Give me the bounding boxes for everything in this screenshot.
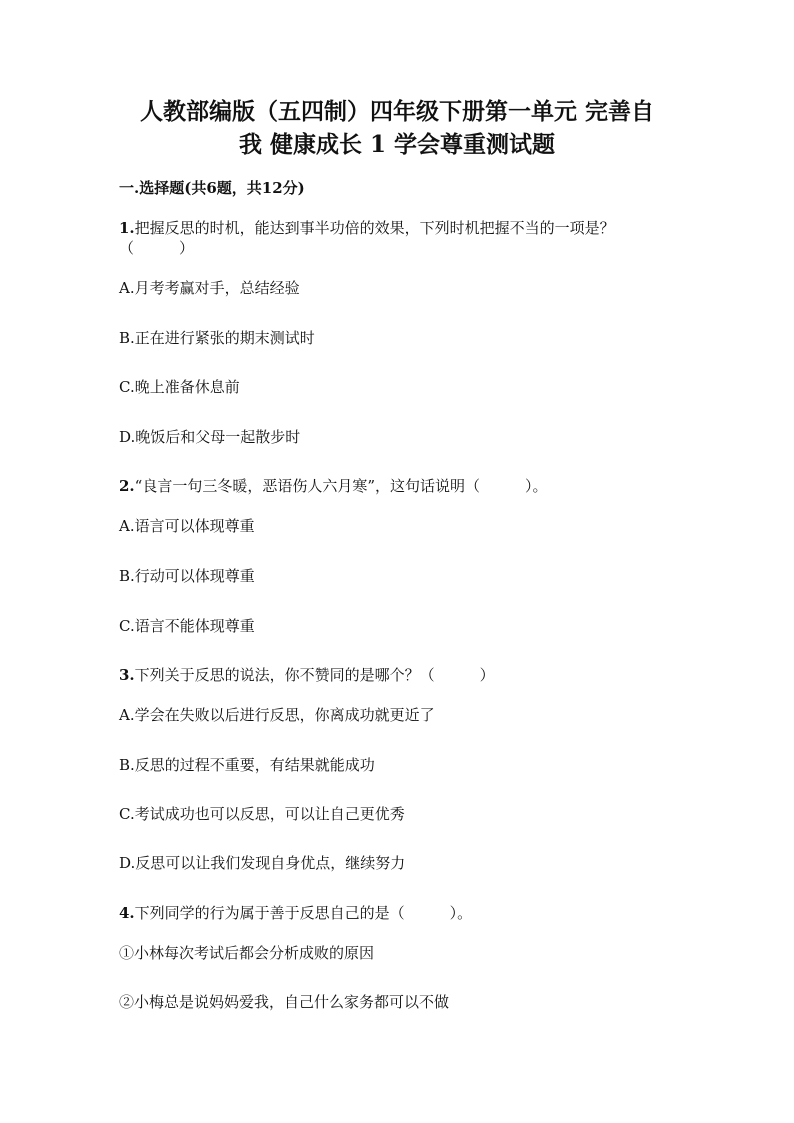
question-1-text: 把握反思的时机，能达到事半功倍的效果，下列时机把握不当的一项是？ bbox=[134, 219, 615, 237]
question-4-item-1: ①小林每次考试后都会分析成败的原因 bbox=[119, 944, 375, 962]
question-2-option-a: A.语言可以体现尊重 bbox=[119, 517, 255, 535]
question-1-stem bbox=[119, 218, 615, 238]
page-title-line-1: 人教部编版（五四制）四年级下册第一单元 完善自 bbox=[139, 98, 654, 125]
question-3-option-c: C.考试成功也可以反思，可以让自己更优秀 bbox=[119, 805, 405, 823]
question-2-option-c: C.语言不能体现尊重 bbox=[119, 617, 255, 635]
question-3-text: 下列关于反思的说法，你不赞同的是哪个？（ ） bbox=[134, 666, 495, 684]
question-3-option-d: D.反思可以让我们发现自身优点，继续努力 bbox=[119, 854, 406, 872]
question-2-stem bbox=[119, 476, 548, 496]
question-4-number: 4. bbox=[119, 904, 135, 922]
question-3-option-b: B.反思的过程不重要，有结果就能成功 bbox=[119, 756, 375, 774]
question-1-option-b: B.正在进行紧张的期末测试时 bbox=[119, 329, 315, 347]
question-1-option-d: D.晚饭后和父母一起散步时 bbox=[119, 428, 301, 446]
page-title-line-2: 我 健康成长 1 学会尊重测试题 bbox=[238, 131, 556, 158]
question-2-text: “良言一句三冬暖，恶语伤人六月寒”，这句话说明（ ）。 bbox=[134, 477, 548, 495]
question-1-answer-blank: （ ） bbox=[119, 239, 195, 257]
question-3-stem bbox=[119, 665, 495, 685]
question-4-stem bbox=[119, 903, 472, 923]
question-1-number: 1. bbox=[119, 219, 135, 237]
question-1-option-a: A.月考考赢对手，总结经验 bbox=[119, 279, 300, 297]
question-2-option-b: B.行动可以体现尊重 bbox=[119, 567, 255, 585]
question-3-number: 3. bbox=[119, 666, 135, 684]
section-heading: 一.选择题(共6题，共12分) bbox=[119, 179, 305, 197]
question-4-text: 下列同学的行为属于善于反思自己的是（ ）。 bbox=[134, 904, 473, 922]
question-4-item-2: ②小梅总是说妈妈爱我，自己什么家务都可以不做 bbox=[119, 993, 450, 1011]
question-3-option-a: A.学会在失败以后进行反思，你离成功就更近了 bbox=[119, 706, 435, 724]
question-2-number: 2. bbox=[119, 477, 135, 495]
question-1-option-c: C.晚上准备休息前 bbox=[119, 378, 240, 396]
